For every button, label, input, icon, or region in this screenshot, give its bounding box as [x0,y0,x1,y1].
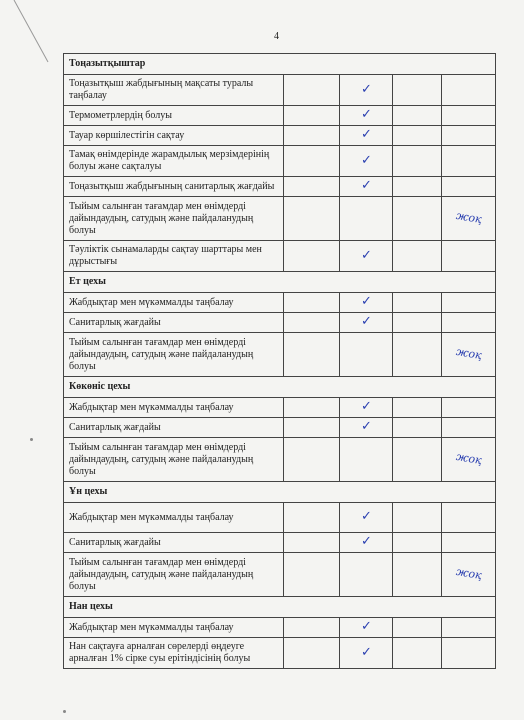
check-cell [340,313,393,333]
note-cell [442,618,496,638]
section-header-row [64,482,496,503]
table-row [64,293,496,313]
table-row [64,241,496,272]
note-cell [442,418,496,438]
blank-cell [284,618,340,638]
checkmark-icon: ✓ [361,247,372,263]
checkmark-icon: ✓ [361,152,372,168]
item-label: Жабдықтар мен мүкәммалды таңбалау [64,398,284,418]
table-row [64,533,496,553]
section-header-row [64,272,496,293]
handwritten-note: жоқ [454,449,483,468]
blank-cell [284,75,340,106]
table-row [64,106,496,126]
item-label: Термометрлердің болуы [64,106,284,126]
checkmark-icon: ✓ [361,534,372,549]
blank-cell [284,638,340,669]
table-row [64,503,496,533]
blank-cell [393,146,442,177]
check-cell [340,106,393,126]
check-cell [340,638,393,669]
blank-cell [393,126,442,146]
blank-cell [393,418,442,438]
table-row [64,75,496,106]
section-title: Ұн цехы [64,482,496,503]
blank-cell [284,177,340,197]
handwritten-note: жоқ [454,208,483,227]
item-label: Тыйым салынған тағамдар мен өнімдерді дайындаудың, сатудың және пайдаланудың болуы [64,333,284,377]
note-cell [442,177,496,197]
blank-cell [393,638,442,669]
item-label: Тыйым салынған тағамдар мен өнімдерді дайындаудың, сатудың және пайдаланудың болуы [64,438,284,482]
check-cell [340,503,393,533]
checkmark-icon: ✓ [361,81,372,97]
item-label: Санитарлық жағдайы [64,533,284,553]
handwritten-note: жоқ [454,564,483,583]
item-label: Тамақ өнімдерінде жарамдылық мерзімдерінің болуы және сақталуы [64,146,284,177]
blank-cell [284,313,340,333]
check-cell [340,533,393,553]
check-cell [340,197,393,241]
note-cell [442,503,496,533]
check-cell [340,75,393,106]
blank-cell [393,333,442,377]
table-row [64,418,496,438]
note-cell [442,638,496,669]
item-label: Тауар көршілестігін сақтау [64,126,284,146]
blank-cell [393,618,442,638]
blank-cell [393,398,442,418]
item-label: Санитарлық жағдайы [64,418,284,438]
section-title: Нан цехы [64,597,496,618]
blank-cell [393,177,442,197]
table-row [64,553,496,597]
blank-cell [284,503,340,533]
note-cell [442,333,496,377]
blank-cell [284,106,340,126]
blank-cell [393,241,442,272]
check-cell [340,146,393,177]
checkmark-icon: ✓ [361,127,372,142]
blank-cell [393,553,442,597]
blank-cell [284,126,340,146]
checkmark-icon: ✓ [361,644,372,660]
blank-cell [284,241,340,272]
checkmark-icon: ✓ [361,399,372,414]
check-cell [340,177,393,197]
blank-cell [393,313,442,333]
blank-cell [393,503,442,533]
item-label: Тәуліктік сынамаларды сақтау шарттары мен дұрыстығы [64,241,284,272]
check-cell [340,293,393,313]
note-cell [442,197,496,241]
note-cell [442,126,496,146]
blank-cell [284,418,340,438]
item-label: Нан сақтауға арналған сөрелерді өңдеуге арналған 1% сірке суы ерітіндісінің болуы [64,638,284,669]
table-row [64,177,496,197]
checkmark-icon: ✓ [361,107,372,122]
section-header-row [64,597,496,618]
blank-cell [393,438,442,482]
blank-cell [284,293,340,313]
blank-cell [393,533,442,553]
check-cell [340,438,393,482]
item-label: Санитарлық жағдайы [64,313,284,333]
section-title: Ет цехы [64,272,496,293]
item-label: Тоңазытқыш жабдығының мақсаты туралы таңбалау [64,75,284,106]
section-title: Тоңазытқыштар [64,54,496,75]
checkmark-icon: ✓ [361,314,372,329]
note-cell [442,398,496,418]
check-cell [340,398,393,418]
page-number: 4 [274,31,279,42]
item-label: Жабдықтар мен мүкәммалды таңбалау [64,618,284,638]
blank-cell [284,333,340,377]
blank-cell [284,398,340,418]
section-title: Көкөніс цехы [64,377,496,398]
checkmark-icon: ✓ [361,178,372,193]
table-row [64,398,496,418]
section-header-row [64,377,496,398]
table-row [64,126,496,146]
table-row [64,618,496,638]
table-row [64,197,496,241]
handwritten-note: жоқ [454,344,483,363]
checkmark-icon: ✓ [361,619,372,634]
scan-shadow-line [0,0,60,70]
checkmark-icon: ✓ [361,419,372,434]
blank-cell [393,197,442,241]
note-cell [442,293,496,313]
scan-speck [30,438,33,441]
blank-cell [284,197,340,241]
blank-cell [284,533,340,553]
table-row [64,313,496,333]
note-cell [442,313,496,333]
blank-cell [284,438,340,482]
blank-cell [393,293,442,313]
blank-cell [393,106,442,126]
check-cell [340,333,393,377]
item-label: Тыйым салынған тағамдар мен өнімдерді дайындаудың, сатудың және пайдаланудың болуы [64,553,284,597]
checkmark-icon: ✓ [361,509,372,524]
note-cell [442,533,496,553]
table-row [64,333,496,377]
check-cell [340,553,393,597]
blank-cell [393,75,442,106]
check-cell [340,241,393,272]
check-cell [340,126,393,146]
scan-speck [63,710,66,713]
check-cell [340,418,393,438]
note-cell [442,438,496,482]
blank-cell [284,553,340,597]
note-cell [442,106,496,126]
inspection-checklist-table [63,53,496,669]
item-label: Жабдықтар мен мүкәммалды таңбалау [64,503,284,533]
note-cell [442,553,496,597]
table-row [64,638,496,669]
blank-cell [284,146,340,177]
checkmark-icon: ✓ [361,294,372,309]
item-label: Жабдықтар мен мүкәммалды таңбалау [64,293,284,313]
note-cell [442,75,496,106]
check-cell [340,618,393,638]
section-header-row [64,54,496,75]
note-cell [442,146,496,177]
item-label: Тыйым салынған тағамдар мен өнімдерді дайындаудың, сатудың және пайдаланудың болуы [64,197,284,241]
item-label: Тоңазытқыш жабдығының санитарлық жағдайы [64,177,284,197]
table-row [64,146,496,177]
table-row [64,438,496,482]
note-cell [442,241,496,272]
